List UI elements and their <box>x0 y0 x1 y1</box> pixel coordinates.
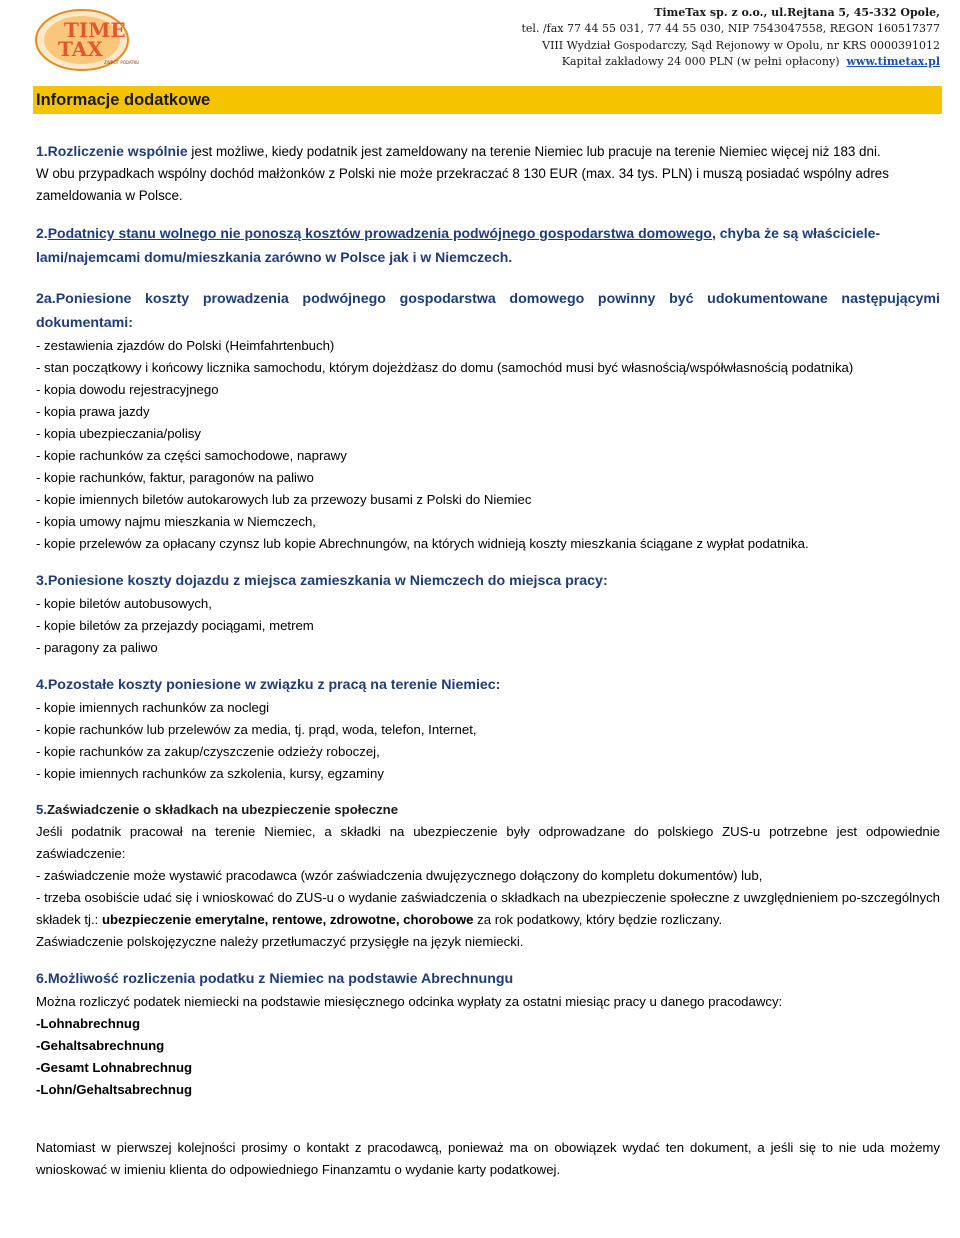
section-5-p3a: - trzeba osobiście udać się i wnioskować do ZUS-u o wydanie zaświadczenia o składkach na ubezpieczenie społeczne z uwzględnieniem po-szczególnych składek tj.: <box>36 890 940 927</box>
section-4-title: 4.Pozostałe koszty poniesione w związku z pracą na terenie Niemiec: <box>36 677 501 693</box>
list-item: - kopia prawa jazdy <box>36 404 150 419</box>
section-2a-title: 2a.Poniesione koszty prowadzenia podwójnego gospodarstwa domowego powinny być udokumentowane następującymi dokumentami: <box>36 291 940 331</box>
section-6-p1: Można rozliczyć podatek niemiecki na podstawie miesięcznego odcinka wypłaty za ostatni miesiąc pracy u danego pracodawcy: <box>36 994 783 1009</box>
section-5-p3 <box>36 887 940 931</box>
section-1-text1: jest możliwe, kiedy podatnik jest zameldowany na terenie Niemiec lub pracuje na terenie Niemiec więcej niż 183 dni. <box>187 144 881 159</box>
list-item: -Gehaltsabrechnung <box>36 1038 165 1053</box>
list-item: - kopia ubezpieczania/polisy <box>36 426 201 441</box>
section-2-num: 2. <box>36 225 48 241</box>
list-item: - kopie imiennych rachunków za szkolenia, kursy, egzaminy <box>36 766 384 781</box>
section-3 <box>36 569 940 659</box>
list-item: - kopie biletów autobusowych, <box>36 596 212 611</box>
section-4 <box>36 673 940 785</box>
company-capital: Kapitał zakładowy 24 000 PLN (w pełni opłacony) <box>561 55 840 69</box>
company-address: TimeTax sp. z o.o., ul.Rejtana 5, 45-332 Opole, <box>654 6 940 19</box>
logo-sub: ZWROT PODATKU <box>104 60 140 65</box>
section-2-rest: , chyba że są właściciele-lami/najemcami domu/mieszkania zarówno w Polsce jak i w Niemczech. <box>36 225 881 265</box>
section-banner <box>33 86 942 114</box>
list-item: - kopie rachunków za części samochodowe, naprawy <box>36 448 347 463</box>
footer-text: Natomiast w pierwszej kolejności prosimy o kontakt z pracodawcą, ponieważ ma on obowiązek wydać ten dokument, a jeśli się to nie uda możemy wnioskować w imieniu klienta do odpowiedniego Finanzamtu o wydanie karty podatkowej. <box>36 1140 940 1177</box>
section-6 <box>36 967 940 1101</box>
section-6-title: 6.Możliwość rozliczenia podatku z Niemiec na podstawie Abrechnungu <box>36 971 514 987</box>
section-5-num: 5. <box>36 802 47 817</box>
list-item: - kopie rachunków lub przelewów za media, tj. prąd, woda, telefon, Internet, <box>36 722 477 737</box>
list-item: - kopia umowy najmu mieszkania w Niemczech, <box>36 514 316 529</box>
list-item: - kopie przelewów za opłacany czynsz lub kopie Abrechnungów, na których widnieją koszty mieszkania ściągane z wypłat podatnika. <box>36 536 809 551</box>
section-2-underlined: Podatnicy stanu wolnego nie ponoszą kosztów prowadzenia podwójnego gospodarstwa domowego <box>47 225 712 241</box>
section-1-text2: W obu przypadkach wspólny dochód małżonków z Polski nie może przekraczać 8 130 EUR (max. 34 tys. PLN) i muszą posiadać wspólny adres zameldowania w Polsce. <box>36 166 889 203</box>
list-item: - kopie rachunków za zakup/czyszczenie odzieży roboczej, <box>36 744 380 759</box>
section-5 <box>36 799 940 953</box>
list-item: - zestawienia zjazdów do Polski (Heimfahrtenbuch) <box>36 338 335 353</box>
banner-title: Informacje dodatkowe <box>36 91 211 109</box>
website-link[interactable]: www.timetax.pl <box>846 55 940 69</box>
list-item: - kopia dowodu rejestracyjnego <box>36 382 219 397</box>
company-capital-line <box>522 54 941 70</box>
list-item: - paragony za paliwo <box>36 640 158 655</box>
section-5-title <box>36 799 940 821</box>
list-item: -Lohn/Gehaltsabrechnug <box>36 1082 193 1097</box>
timetax-logo <box>34 8 140 72</box>
list-item: -Lohnabrechnug <box>36 1016 141 1031</box>
section-5-p2: - zaświadczenie może wystawić pracodawca (wzór zaświadczenia dwujęzycznego dołączony do kompletu dokumentów) lub, <box>36 868 763 883</box>
section-2a-list <box>36 335 940 555</box>
section-5-p4: Zaświadczenie polskojęzyczne należy przetłumaczyć przysięgłe na język niemiecki. <box>36 934 524 949</box>
list-item: - kopie imiennych biletów autokarowych lub za przewozy busami z Polski do Niemiec <box>36 492 532 507</box>
main-content <box>36 140 940 1181</box>
section-5-p1: Jeśli podatnik pracował na terenie Niemiec, a składki na ubezpieczenie były odprowadzane do polskiego ZUS-u potrzebne jest odpowiednie zaświadczenie: <box>36 824 940 861</box>
section-2 <box>36 221 940 269</box>
section-2a <box>36 287 940 555</box>
logo-time: TIME <box>64 18 126 42</box>
list-item: - kopie rachunków, faktur, paragonów na paliwo <box>36 470 314 485</box>
list-item: - stan początkowy i końcowy licznika samochodu, którym dojeżdżasz do domu (samochód musi być własnością/współwłasnością podatnika) <box>36 360 854 375</box>
company-contact: tel. /fax 77 44 55 031, 77 44 55 030, NIP 7543047558, REGON 160517377 <box>521 22 940 36</box>
company-info <box>522 5 941 71</box>
list-item: -Gesamt Lohnabrechnug <box>36 1060 193 1075</box>
section-1-title: 1.Rozliczenie wspólnie <box>36 143 188 159</box>
section-3-title: 3.Poniesione koszty dojazdu z miejsca zamieszkania w Niemczech do miejsca pracy: <box>36 573 608 589</box>
section-5-title-text: Zaświadczenie o składkach na ubezpieczenie społeczne <box>47 802 399 817</box>
section-5-p3b: ubezpieczenie emerytalne, rentowe, zdrowotne, chorobowe <box>101 912 474 927</box>
list-item: - kopie imiennych rachunków za noclegi <box>36 700 270 715</box>
section-5-p3c: za rok podatkowy, który będzie rozliczany. <box>473 912 723 927</box>
section-1 <box>36 140 940 207</box>
company-court: VIII Wydział Gospodarczy, Sąd Rejonowy w Opolu, nr KRS 0000391012 <box>542 38 940 52</box>
list-item: - kopie biletów za przejazdy pociągami, metrem <box>36 618 314 633</box>
logo-tax: TAX <box>58 37 103 61</box>
